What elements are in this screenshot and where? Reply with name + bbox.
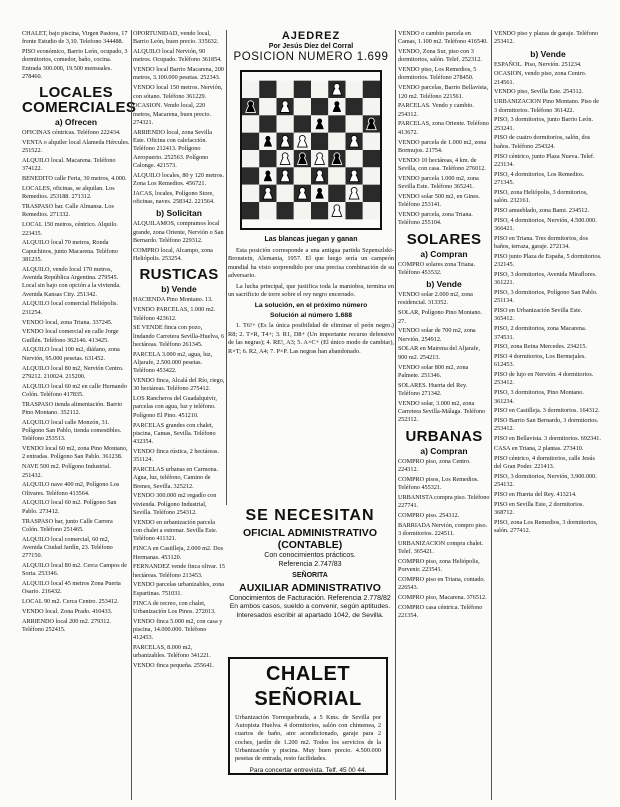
classified-ad: VENDO finca pequeña. 255641.	[133, 662, 214, 670]
board-square	[277, 115, 294, 132]
classified-ad: PISO céntrico, 4 dormitorios, calle Jesús del Gran Poder. 221413.	[494, 454, 595, 471]
chalet-advert	[228, 657, 388, 775]
classified-ad: PARCELAS. Vendo y cambio. 254312.	[398, 102, 474, 118]
classified-ad: ALQUILO local 60 m2. Polígono San Pablo. 273412.	[22, 499, 117, 515]
classified-ad: PISO, 2 dormitorios, zona Macarena. 374531.	[494, 325, 587, 341]
classified-ad: FERNANDEZ vende finca olivar. 15 hectáreas. Teléfono 213453.	[133, 563, 225, 579]
board-square	[311, 202, 328, 219]
classified-ad: PISO, 3 dormitorios, Nervión, 3.900.000. 254132.	[494, 472, 597, 489]
chess-board	[240, 70, 382, 230]
classified-ad: ALQUILO local 80 m2, Nervión Centro. 279212. 210024. 215200.	[22, 364, 124, 380]
classified-ad: VENDO en urbanización parcela con chalet a estrenar. Sevilla Este. Teléfono 411321.	[133, 518, 218, 543]
classified-ad: ALQUILO local 100 m2, diáfano, zona Nervión, 95.000 pesetas. 631452.	[22, 346, 120, 362]
classified-ad: VENDO solar 800 m2, zona Palmete. 251346.	[398, 363, 469, 379]
classified-ad: COMPRO piso en Triana, contado. 226543.	[398, 575, 485, 592]
classified-ad: VENDO, Zona Sur, piso con 3 dormitorios, salón. Telef. 252312.	[398, 48, 482, 64]
classified-ad: PISO, 3 dormitorios, Pino Montano. 361234.	[494, 389, 584, 405]
board-square	[311, 81, 328, 98]
classified-ad: NAVE 500 m2. Polígono Industrial. 251432.	[22, 463, 111, 479]
classified-ad: TRASPASO tienda alimentación. Barrio Pino Montano. 352112.	[22, 400, 123, 416]
classified-ad: VENDO solar de 700 m2, zona Nervión. 254912.	[398, 327, 476, 343]
classified-ad: VENDO local 60 m2, zona Pino Montano, 2 entradas. Polígono San Pablo. 361238.	[22, 445, 128, 461]
subsection-heading: a) Compran	[420, 248, 468, 259]
classified-ad: URBANISTA compra piso. Teléfono 227741.	[398, 493, 490, 510]
classified-ad: VENDO local 150 metros. Nervión, con sótano. Teléfono 361229.	[133, 84, 223, 100]
chess-commentary	[228, 247, 394, 299]
column-4	[398, 30, 490, 622]
classified-ad: ARRIENDO local, zona Sevilla Este. Oficina con calefacción. Teléfono 212413. Polígono Aeropuerto. 252563. Polígono Calonge. 421573.	[133, 128, 213, 169]
classified-ad: PISO, 3 dormitorios, junto Barrio León. 253241.	[494, 116, 593, 132]
subsection-heading: a) Ofrecen	[54, 117, 98, 128]
classified-ad: VENDO parcelas, Barrio Bellavista, 120 m2. Teléfono 221561.	[398, 84, 489, 100]
board-square	[242, 185, 259, 202]
classified-ad: PISO de cuatro dormitorios, salón, dos baños. Teléfono 254324.	[494, 134, 591, 150]
subsection-heading: b) Vende	[530, 48, 566, 59]
classified-ad: URBANIZACION Pino Montano. Piso de 3 dormitorios. Teléfono 361422.	[494, 98, 600, 114]
board-square	[363, 133, 380, 150]
job-2-prefix: SEÑORITA	[292, 572, 328, 579]
job-1-requirement: Con conocimientos prácticos.	[264, 552, 356, 559]
classified-ad: URBANIZACION compra chalet. Telef. 365421.	[398, 539, 484, 556]
chess-section	[228, 30, 394, 358]
classified-ad: VENDO 300.000 m2 regadío con vivienda. Polígono Industrial, Sevilla. Teléfono 254312.	[133, 492, 217, 517]
board-square	[346, 202, 363, 219]
board-square	[242, 115, 259, 132]
classified-ad: PISO céntrico, junto Plaza Nueva. Telef. 223134.	[494, 152, 595, 168]
classified-ad: PARCELA 3.000 m2, agua, luz, Aljarafe, 2.500.000 pesetas. Teléfono 453422.	[133, 350, 213, 375]
subsection-heading: a) Compran	[420, 445, 468, 456]
board-square	[242, 202, 259, 219]
column-rule	[226, 30, 227, 505]
chess-title: AJEDREZ	[281, 30, 341, 42]
classified-ad: PISO en Bellavista. 3 dormitorios. 692341.	[494, 435, 601, 443]
column-5	[494, 30, 602, 537]
board-square	[294, 167, 311, 184]
classified-ad: COMPRO local, Alcampo, zona Heliópolis. 253254.	[133, 246, 213, 263]
classified-ad: VENDO finca, Alcalá del Río, riego, 30 hectáreas. Teléfono 275412.	[133, 377, 225, 393]
classified-ad: VENDO solar 500 m2, en Gines. Teléfono 253141.	[398, 192, 480, 209]
classified-ad: COMPRO piso. 254312.	[398, 511, 460, 519]
classified-ad: ALQUILO local 80 m2. Cerca Campos de Soria. 253346.	[22, 562, 127, 578]
classified-ad: VENDO parcela de 1.000 m2, zona Bormujos. 21754.	[398, 138, 487, 154]
board-square	[346, 81, 363, 98]
board-square	[311, 133, 328, 150]
board-square	[363, 150, 380, 167]
classified-ad: PISO en Urbanización Sevilla Este. 365412.	[494, 307, 583, 323]
classified-ad: TRASPASO bar. Calle Almansa. Los Remedios. 271332.	[22, 203, 114, 219]
board-square	[328, 115, 345, 132]
classified-ad: ALQUILO locales, 80 y 120 metros. Zona Los Remedios. 456721.	[133, 171, 224, 188]
classified-ad: PARCELAS grandes con chalet, piscina, Camas, Sevilla. Teléfono 432354.	[133, 421, 216, 446]
chess-author: Por Jesús Díez del Corral	[268, 43, 354, 50]
classified-ad: VENDO finca rústica, 2 hectáreas. 351124.	[133, 447, 219, 464]
section-heading: URBANAS	[405, 427, 483, 445]
classified-ad: VENDO piso y plazas de garaje. Teléfono 253412.	[494, 30, 599, 46]
classified-ad: ESPAÑOL. Piso, Nervión. 251234.	[494, 60, 582, 68]
classified-ad: PISO en Huerta del Rey. 413214.	[494, 491, 577, 499]
classified-ad: SE VENDE finca con pozo, lindando Carretera Sevilla-Huelva, 6 hectáreas. Teléfono 261345.	[133, 324, 225, 348]
job-advert-body: En ambos casos, sueldo a convenir, según aptitudes. Interesados escribir al apartado 1042, de Sevilla.	[229, 603, 391, 619]
column-rule	[491, 30, 492, 800]
board-square	[346, 150, 363, 167]
classified-ad: FINCA en Castilleja, 2.000 m2. Dos Hermanas. 453120.	[133, 545, 224, 561]
classified-ad: ARRIENDO local 200 m2. 279312. Teléfono 252415.	[22, 617, 112, 634]
board-square	[259, 98, 276, 115]
board-square	[363, 202, 380, 219]
chess-solution-text	[228, 322, 394, 356]
classified-ad: VENDO local. Zona Prado. 410433.	[22, 608, 113, 616]
classified-ad: LOS Rancheros del Guadalquivir, parcelas con agua, luz y teléfono. Polígono El Pino. 451210.	[133, 395, 217, 419]
chalet-title: CHALET SEÑORIAL	[254, 663, 362, 710]
classified-ad: COMPRO casa céntrica. Teléfono 221354.	[398, 603, 483, 620]
classified-ad: COMPRO solares zona Triana. Teléfono 453532.	[398, 260, 475, 276]
board-square	[242, 167, 259, 184]
chess-paragraph: La lucha principal, que justifica toda la maniobra, termina en un sacrificio de torre sobre el rey negro encerrado.	[228, 282, 394, 299]
classified-ad: VENDO PARCELAS, 1.000 m2. Teléfono 423612.	[133, 306, 216, 322]
board-square	[363, 81, 380, 98]
classified-ad: PARCELAS, zona Oriente. Teléfono 413672.	[398, 120, 489, 136]
classified-ad: SOLARES. Huerta del Rey. Teléfono 271342.	[398, 381, 468, 397]
classified-ad: VENDO local, zona Triana. 337245.	[22, 318, 113, 326]
classified-ad: VENDO solar 2.000 m2, zona residencial. 313352.	[398, 291, 473, 307]
classified-ad: COMPRO piso, Macarena. 376512.	[398, 594, 487, 602]
chess-position-number: POSICION NUMERO 1.699	[233, 51, 389, 63]
classified-ad: PISO, 3 dormitorios, Polígono San Pablo. 251134.	[494, 289, 598, 305]
classified-ad: PISO 4 dormitorios, Los Bermejales. 612453.	[494, 353, 586, 369]
classified-ad: CHALET, bajo piscina, Virgen Pastora, 17 frente Estudio de 3,10. Telefono 344488.	[22, 30, 128, 46]
chess-solution-title: Solución al número 1.688	[270, 312, 352, 320]
classified-ad: BENEDITO calle Feria, 30 metros, 4.000.	[22, 175, 127, 183]
board-square	[259, 202, 276, 219]
board-square	[277, 185, 294, 202]
classified-ad: VENDO solar, 3.000 m2, zona Carretera Sevilla-Málaga. Teléfono 252312.	[398, 399, 486, 424]
classified-ad: OPORTUNIDAD, vendo local, Barrio León, buen precio. 335632.	[133, 30, 219, 46]
classified-ad: HACIENDA Pino Montano. 13.	[133, 296, 213, 304]
chess-solution-paragraph: 1. T6!+ (Es la única posibilidad de eliminar el peón negro.) R8; 2. T×R, T4+; 3. R1, D8+ (Un importante recurso defensivo de las negras); 4. RE!, A3; 5. A×C+ (El único modo de cambiar), R×T; 6. R2, A4; 7. P×P. Las negras han abandonado.	[228, 322, 394, 355]
board-square	[346, 98, 363, 115]
classified-ad: ALQUILO local 70 metros, Ronda Capuchinos, junto Macarena. Teléfono 381235.	[22, 239, 118, 263]
classified-ad: VENDO local comercial en calle Jorge Guillén. Teléfono 362146. 413425.	[22, 328, 119, 344]
classified-ad: COMPRO piso, zona Heliópolis, Porvenir. 223541.	[398, 557, 480, 574]
classified-ad: ALQUILO, vendo local 170 metros, Avenida República Argentina. 279545. Local sin bajo con opción a la vivienda. Avenida Kansas City. 251342.	[22, 265, 121, 298]
classified-ad: PISO en Castilleja. 3 dormitorios. 164312.	[494, 407, 600, 415]
classified-ad: SOLAR en Mairena del Aljarafe, 900 m2. 254213.	[398, 345, 480, 361]
column-2	[133, 30, 225, 672]
subsection-heading: b) Solicitan	[156, 208, 202, 219]
board-square	[242, 150, 259, 167]
board-square	[346, 115, 363, 132]
chess-next-note: La solución, en el próximo número	[254, 302, 368, 310]
classified-ad: VENDO finca 5.000 m2, con casa y piscina, 14.000.000. Teléfono 412453.	[133, 617, 223, 642]
classified-ad: VENDO parcelas urbanizables, zona Espartinas. 751031.	[133, 581, 225, 597]
classified-ad: OCASION. Vendo local, 220 metros, Macarena, buen precio. 274321.	[133, 102, 211, 126]
classified-ad: ALQUILO local Nervión, 90 metros. Ocupado. Teléfono 361854.	[133, 48, 222, 64]
classified-ad: FINCA de recreo, con chalet, Urbanización Los Pinos. 272013.	[133, 599, 216, 615]
job-advert-headline: SE NECESITAN	[245, 507, 375, 524]
section-heading: RUSTICAS	[139, 266, 219, 284]
classified-ad: SOLAR, Polígono Pino Montano. 27.	[398, 309, 483, 325]
board-square	[328, 167, 345, 184]
classified-ad: VENDO local Barrio Macarena, 200 metros, 3.100.000 pesetas. 252343.	[133, 66, 224, 82]
section-heading: LOCALES COMERCIALES	[22, 84, 137, 117]
classified-ad: ALQUILO local comercial Heliópolis. 231254.	[22, 300, 118, 316]
board-square	[277, 202, 294, 219]
chess-caption: Las blancas juegan y ganan	[264, 236, 358, 243]
board-square	[363, 98, 380, 115]
job-1-title: OFICIAL ADMINISTRATIVO (CONTABLE)	[243, 527, 377, 551]
classified-ad: ALQUILAMOS, compramos local grande, zona Oriente, Nervión o San Bernardo. Teléfono 229312.	[133, 220, 224, 245]
classified-ad: PISO, zona Los Remedios, 3 dormitorios, salón. 277412.	[494, 518, 598, 535]
board-square	[311, 98, 328, 115]
board-square	[294, 202, 311, 219]
board-square	[277, 81, 294, 98]
classified-ad: PISO, zona Heliópolis, 3 dormitorios, salón. 232161.	[494, 188, 588, 205]
job-advert	[226, 507, 394, 620]
column-rule	[395, 30, 396, 800]
classified-ad: PARCELAS urbanas en Carmona. Agua, luz, teléfono, Camino de Brenes, Sevilla. 325212.	[133, 466, 219, 490]
classified-ad: OCASION, vendo piso, zona Centro. 214561.	[494, 70, 587, 86]
classified-ad: LOCAL 150 metros, céntrico. Alquilo. 223435.	[22, 221, 118, 237]
job-2-requirement: Conocimientos de Facturación. Referencia 2.778/82	[229, 595, 391, 602]
classified-ad: LOCAL 90 m2. Cerca Centro. 253412.	[22, 598, 119, 606]
classified-ad: PISO, 3 dormitorios, Avenida Miraflores. 361221.	[494, 270, 597, 287]
board-square	[363, 185, 380, 202]
classified-ad: PISO en Sevilla Este, 2 dormitorios. 368712.	[494, 500, 584, 517]
classified-ad: JACAS, locales, Polígono Store, oficinas, naves. 258342. 221564.	[133, 189, 215, 206]
classified-ad: ALQUILO local 60 m2 en calle Hernando Colón. Teléfono 417835.	[22, 382, 127, 398]
classified-ad: TRASPASO bar, junto Calle Carrera Colón. Teléfono 251465.	[22, 517, 113, 533]
classified-ad: PISO Barrio San Bernardo, 3 dormitorios. 253412.	[494, 417, 599, 433]
classified-ad: VENDO piso, Los Remedios, 5 dormitorios. Teléfono 278450.	[398, 66, 477, 82]
board-square	[294, 115, 311, 132]
job-1-reference: Referencia 2.747/83	[278, 561, 342, 568]
classified-ad: PISO junto Plaza de España, 5 dormitorios. 232145.	[494, 252, 602, 269]
board-square	[294, 81, 311, 98]
classified-ad: PISO económico, Barrio León, ocupado, 3 dormitorios, comedor, baño, cocina. Entrada 300.000, 19.500 mensuales. 278460.	[22, 48, 128, 80]
classified-ad: OFICINAS céntricas. Teléfono 222434.	[22, 129, 121, 137]
classified-ad: ALQUILO nave 400 m2, Polígono Los Olivares. Teléfono 413564.	[22, 481, 120, 497]
classified-ad: PISO, zona Reina Mercedes. 234215.	[494, 343, 587, 351]
classified-ad: VENDO piso, Sevilla Este. 254312.	[494, 88, 584, 96]
board-square	[294, 98, 311, 115]
board-square	[242, 81, 259, 98]
job-2-title: AUXILIAR ADMINISTRATIVO	[239, 582, 381, 594]
classified-ad: PISO, 4 dormitorios, Nervión, 4.500.000. 366421.	[494, 216, 597, 232]
column-1	[22, 30, 137, 636]
classified-ad: VENDO 10 hectáreas, 4 km. de Sevilla, con casa. Teléfono 276012.	[398, 156, 486, 172]
classified-ad: ALQUILO local. Macarena. Teléfono 374122.	[22, 157, 116, 173]
classified-ad: LOCALES, oficinas, se alquilan. Los Remedios. 253188. 271312.	[22, 185, 115, 201]
classified-ad: CASA en Triana, 2 plantas. 273410.	[494, 445, 584, 453]
classified-ad: ALQUILO local comercial, 60 m2, Avenida Ciudad Jardín, 23. Teléfono 277150.	[22, 535, 113, 560]
classified-ad: ALQUILO local calle Monzón, 31. Polígono San Pablo, tienda comestibles. Teléfono 253513.	[22, 418, 122, 443]
board-square	[259, 81, 276, 98]
classified-ad: COMPRO pisos, Los Remedios. Teléfono 455321.	[398, 475, 479, 491]
classified-ad: VENTA o alquiler local Alameda Hércules. 251522.	[22, 139, 130, 155]
board-square	[259, 115, 276, 132]
classified-ad: PISO amueblado, zona Bami. 234512.	[494, 206, 590, 214]
board-square	[242, 133, 259, 150]
classified-ad: ALQUILO local 45 metros Zona Puerta Osario. 216432.	[22, 580, 121, 596]
board-square	[328, 185, 345, 202]
subsection-heading: b) Vende	[426, 279, 462, 290]
board-square	[259, 150, 276, 167]
section-heading: SOLARES	[406, 230, 482, 248]
classified-ad: COMPRO piso, zona Centro. 224312.	[398, 457, 471, 473]
classified-ad: PARCELAS, 8.000 m2, urbanizables. Teléfono 341221.	[133, 644, 211, 660]
column-rule	[131, 30, 132, 800]
classified-ad: BARRIADA Nervión, compro piso. 3 dormitorios. 224511.	[398, 521, 488, 537]
classified-ad: PISO en Triana. Tres dormitorios, dos baños, terraza, garaje. 272134.	[494, 234, 589, 251]
classified-ad: VENDO parcela, zona Triana. Teléfono 255104.	[398, 210, 473, 227]
subsection-heading: b) Vende	[161, 284, 197, 295]
board-square	[363, 167, 380, 184]
chalet-description: Urbanización Torrequebrada, a 5 Kms. de Sevilla por Autopista Huelva. 4 dormitorios, salón con chimenea, 2 cuartos de baño, aire acondicionado, garaje para 2 coches, jardín de 1.200 m2. Todos los servicios de la Urbanización y piscina. Muy buen precio. 4.500.000 pesetas de entrada, resto facilidades.	[235, 714, 381, 763]
chalet-contact: Para concertar entrevista. Telf. 45 00 44.	[249, 767, 367, 775]
chess-paragraph: Esta posición corresponde a una antigua partida Szpenszlski-Bronstein, Alemania, 1957. El que luego sería un campeón mundial ha visto sorprendido por una precisa combinación de su adversario.	[228, 247, 394, 280]
classified-ad: VENDO parcela 1.000 m2, zona Sevilla Este. Teléfono 365241.	[398, 174, 479, 191]
classified-ad: VENDO o cambio parcela en Camas, 1.100 m2. Teléfono 416540.	[398, 30, 488, 46]
board-square	[328, 133, 345, 150]
classified-ad: PISO de lujo en Nervión. 4 dormitorios. 253412.	[494, 371, 594, 387]
classified-ad: PISO, 4 dormitorios, Los Remedios. 271345.	[494, 170, 585, 186]
